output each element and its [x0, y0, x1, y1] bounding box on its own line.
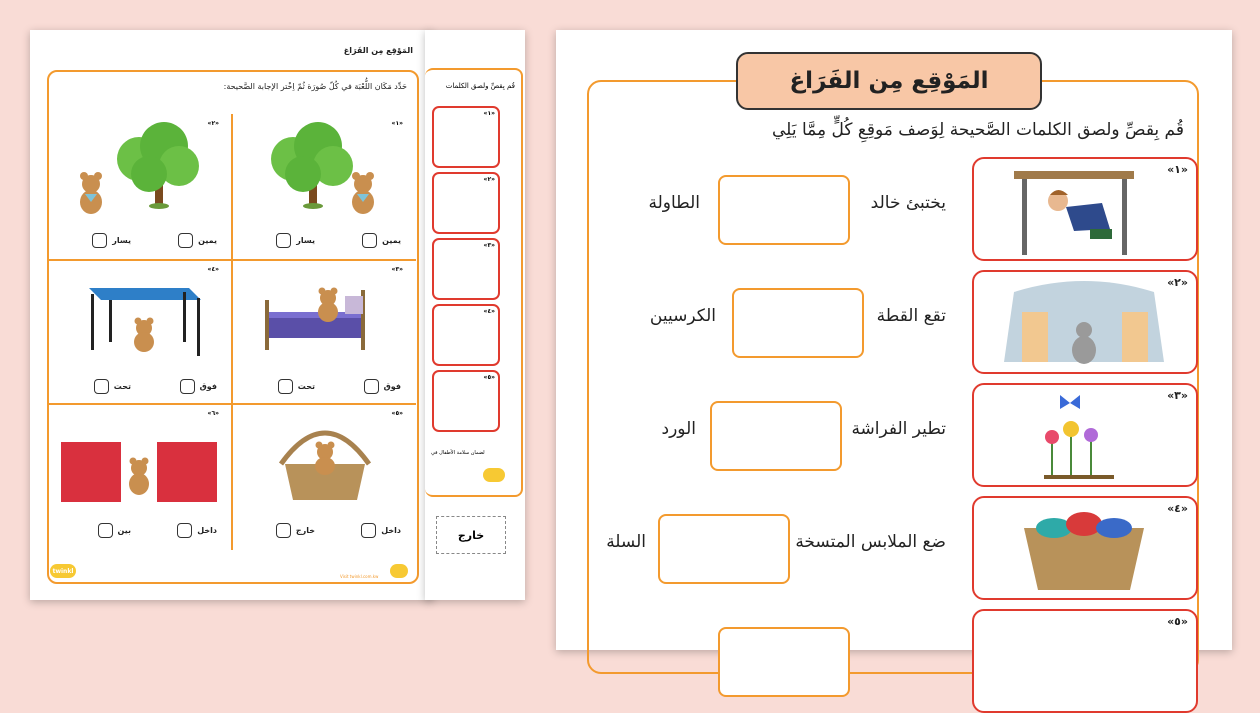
- twinkl-badge-icon: [483, 468, 505, 482]
- cell-number: «٢»: [207, 120, 219, 127]
- question-row: [556, 157, 1232, 261]
- picture-card: [432, 238, 500, 300]
- cell-number: «٣»: [391, 266, 403, 273]
- answer-checkbox[interactable]: [276, 233, 291, 248]
- option-label: يسار: [112, 236, 131, 245]
- basket-with-bear-illustration: [233, 404, 415, 514]
- answer-checkbox[interactable]: [180, 379, 195, 394]
- question-picture: [972, 270, 1198, 374]
- clothes-in-basket-illustration: [974, 498, 1196, 598]
- sentence-part-1: تطير الفراشة: [851, 419, 946, 439]
- question-row: [556, 270, 1232, 374]
- sentence-part-1: تقع القطة: [876, 306, 946, 326]
- option-right[interactable]: [180, 379, 217, 394]
- exercise-cell: [233, 404, 415, 546]
- middle-instruction: قُم بِقصِّ ولصق الكلمات: [445, 82, 515, 90]
- question-picture: [972, 383, 1198, 487]
- cell-number: «٤»: [207, 266, 219, 273]
- answer-checkbox[interactable]: [362, 233, 377, 248]
- card-number: «٢»: [483, 176, 495, 183]
- option-label: يمين: [382, 236, 401, 245]
- picture-card: [432, 304, 500, 366]
- left-sheet-instruction: حَدِّد مَكَان اللُّعْبَة في كُلّ صُورَة ثُمّ اِخْتر الإجابة الصَّحيحة:: [223, 82, 407, 91]
- butterfly-over-flowers-illustration: [974, 385, 1196, 485]
- tree-with-bear-illustration: [233, 114, 415, 224]
- option-label: خارج: [295, 526, 315, 535]
- exercise-cell: [49, 114, 231, 256]
- option-right[interactable]: [361, 523, 401, 538]
- picture-card: [432, 370, 500, 432]
- option-left[interactable]: [92, 233, 131, 248]
- sentence-part-2: الطاولة: [648, 193, 700, 213]
- option-right[interactable]: [364, 379, 401, 394]
- question-number: «٤»: [1167, 502, 1188, 515]
- card-number: «٥»: [483, 374, 495, 381]
- card-number: «٣»: [483, 242, 495, 249]
- card-number: «٤»: [483, 308, 495, 315]
- question-number: «٣»: [1167, 389, 1188, 402]
- cat-between-chairs-illustration: [974, 272, 1196, 372]
- exercise-cell: [233, 260, 415, 402]
- option-left[interactable]: [94, 379, 131, 394]
- table-with-bear-illustration: [49, 260, 231, 370]
- tree-with-bear-illustration: [49, 114, 231, 224]
- answer-checkbox[interactable]: [94, 379, 109, 394]
- question-row: [556, 496, 1232, 600]
- option-right[interactable]: [177, 523, 217, 538]
- question-picture: [972, 496, 1198, 600]
- answer-checkbox[interactable]: [364, 379, 379, 394]
- worksheet-instruction: قُم بِقصِّ ولصق الكلمات الصَّحيحة لِوَصف مَوقِعِ كُلٍّ مِمَّا يَلِي: [772, 120, 1184, 140]
- answer-paste-box[interactable]: [718, 627, 850, 697]
- cell-number: «٦»: [207, 410, 219, 417]
- footer-url: Visit twinkl.com.kw: [340, 574, 379, 579]
- exercise-cell: [49, 260, 231, 402]
- picture-card: [432, 106, 500, 168]
- option-label: بين: [117, 526, 131, 535]
- exercise-cell: [49, 404, 231, 546]
- sentence-part-2: الورد: [661, 419, 696, 439]
- middle-worksheet: [425, 30, 525, 600]
- answer-checkbox[interactable]: [177, 523, 192, 538]
- answer-checkbox[interactable]: [361, 523, 376, 538]
- option-label: يمين: [198, 236, 217, 245]
- boy-under-table-illustration: [974, 159, 1196, 259]
- question-picture: [972, 157, 1198, 261]
- option-label: تحت: [113, 382, 131, 391]
- question-number: «٥»: [1167, 615, 1188, 628]
- cell-number: «١»: [391, 120, 403, 127]
- sentence-part-1: ضع الملابس المتسخة: [795, 532, 946, 552]
- option-label: يسار: [296, 236, 315, 245]
- option-label: داخل: [381, 526, 401, 535]
- question-row: [556, 383, 1232, 487]
- answer-paste-box[interactable]: [718, 175, 850, 245]
- option-label: تحت: [297, 382, 315, 391]
- sentence-part-1: يختبئ خالد: [870, 193, 946, 213]
- question-picture: [972, 609, 1198, 713]
- option-label: فوق: [199, 382, 217, 391]
- twinkl-badge-icon: [390, 564, 408, 578]
- answer-paste-box[interactable]: [658, 514, 790, 584]
- cell-number: «٥»: [391, 410, 403, 417]
- cut-out-word-box[interactable]: خارج: [436, 516, 506, 554]
- bed-with-bear-illustration: [233, 260, 415, 370]
- option-left[interactable]: [276, 233, 315, 248]
- right-worksheet: [556, 30, 1232, 650]
- question-row: [556, 609, 1232, 713]
- answer-checkbox[interactable]: [98, 523, 113, 538]
- answer-paste-box[interactable]: [710, 401, 842, 471]
- sentence-part-2: الكرسيين: [649, 306, 716, 326]
- option-label: فوق: [383, 382, 401, 391]
- twinkl-logo: twinkl: [50, 564, 76, 578]
- option-left[interactable]: [278, 379, 315, 394]
- question-number: «١»: [1167, 163, 1188, 176]
- worksheet-title: المَوْقِع مِن الفَرَاغ: [736, 52, 1042, 110]
- answer-paste-box[interactable]: [732, 288, 864, 358]
- question-number: «٢»: [1167, 276, 1188, 289]
- option-left[interactable]: [276, 523, 315, 538]
- left-worksheet: [30, 30, 433, 600]
- answer-checkbox[interactable]: [178, 233, 193, 248]
- sentence-part-2: السلة: [606, 532, 646, 552]
- option-left[interactable]: [98, 523, 131, 538]
- answer-checkbox[interactable]: [278, 379, 293, 394]
- answer-checkbox[interactable]: [276, 523, 291, 538]
- answer-checkbox[interactable]: [92, 233, 107, 248]
- bear-between-boxes-illustration: [49, 404, 231, 514]
- picture-card: [432, 172, 500, 234]
- middle-footer-note: لضمان سلامة الأطفال في: [431, 450, 485, 456]
- option-right[interactable]: [362, 233, 401, 248]
- exercise-cell: [233, 114, 415, 256]
- option-label: داخل: [197, 526, 217, 535]
- left-sheet-title: المَوْقِع مِن الفَرَاغ: [343, 46, 413, 55]
- option-right[interactable]: [178, 233, 217, 248]
- card-number: «١»: [483, 110, 495, 117]
